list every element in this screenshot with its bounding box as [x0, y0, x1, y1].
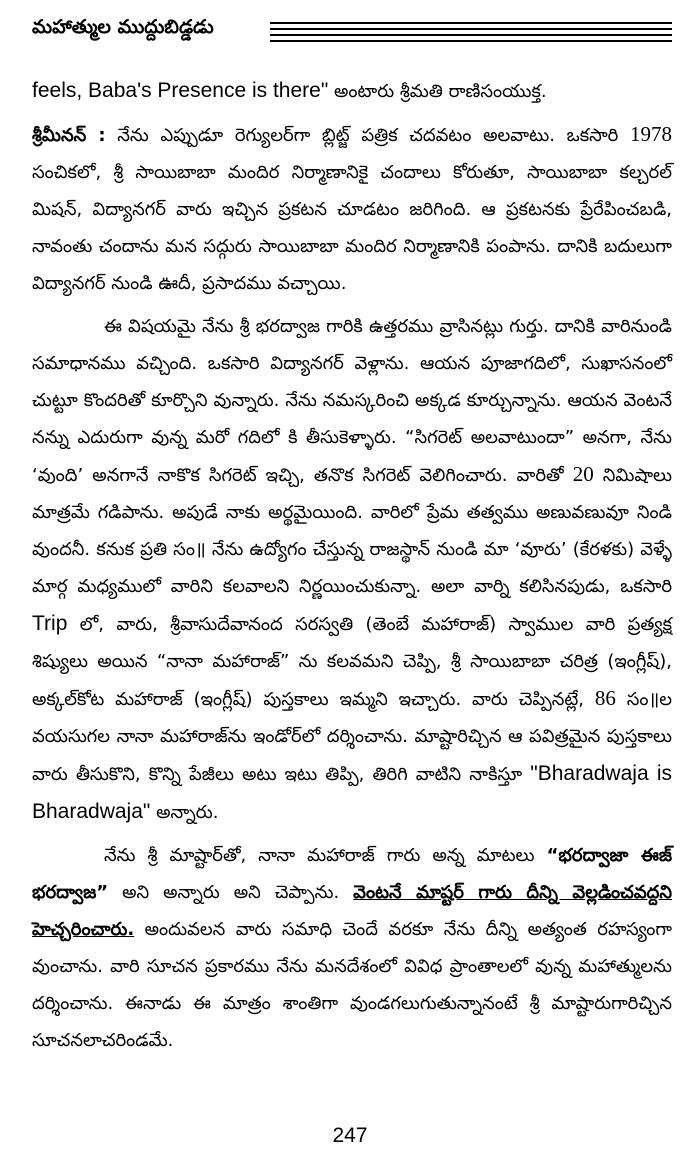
paragraph-text: సంచికలో, శ్రీ సాయిబాబా మందిర నిర్మాణానికై చందాలు కోరుతూ, సాయిబాబా కల్చరల్ మిషన్, విద్యానగర్ వారు ఇచ్చిన ప్రకటన చూడటం జరిగింది. ఆ ప్రకటనకు ప్రేరేపించబడి, నావంతు చందాను మన సద్గురు సాయిబాబా మందిర నిర్మాణానికి పంపాను. దానికి బదులుగా విద్యానగర్ నుండి ఊదీ, ప్రసాదము వచ్చాయి. — [32, 162, 672, 294]
header-rule-line — [270, 28, 672, 30]
english-quote: feels, Baba's Presence is there" — [32, 79, 329, 102]
header-rule-line — [270, 34, 672, 36]
paragraph-continuation — [32, 72, 672, 110]
header-rule-lines — [270, 22, 672, 46]
page-number: 247 — [332, 1124, 368, 1147]
paragraph-text: అందువలన వారు సమాధి చెందే వరకూ నేను దీన్ని అత్యంత రహస్యంగా వుంచాను. వారి సూచన ప్రకారము నేను మనదేశంలో వివిధ ప్రాంతాలలో వున్న మహాత్ములను దర్శించాను. ఈనాడు ఈ మాత్రం శాంతిగా వుండగలుగుతున్నానంటే శ్రీ మాష్టారుగారిచ్చిన సూచనలాచరిండమే. — [32, 919, 672, 1051]
paragraph-menon — [32, 116, 672, 302]
header-rule-line — [270, 22, 672, 24]
paragraph-text: నిమిషాలు మాత్రమే గడిపాను. అపుడే నాకు అర్థమైయింది. వారిలో ప్రేమ తత్వము అణువణువూ నిండి వుందనీ. కనుక ప్రతి సం॥ నేను ఉద్యోగం చేస్తున్న రాజస్థాన్ నుండి మా ‘వూరు’ (కేరళకు) వెళ్ళే మార్గ మధ్యములో వారిని కలవాలని నిర్ణయించుకున్నా. అలా వార్ని కలిసినపుడు, ఒకసారి — [32, 465, 672, 597]
paragraph-text: నేను ఎప్పుడూ రెగ్యులర్‌గా బ్లిట్జ్ పత్రిక చదవటం అలవాటు. ఒకసారి — [105, 125, 630, 146]
english-word-trip: Trip — [32, 612, 68, 635]
page-body — [32, 72, 672, 1059]
running-header — [32, 10, 672, 54]
paragraph-secret — [32, 837, 672, 1059]
minutes-number: 20 — [572, 462, 594, 486]
header-rule-line — [270, 40, 672, 42]
underlined-sentence: వెంటనే మాష్టర్ గారు దీన్ని వెల్లడించవద్దని హెచ్చరించారు. — [32, 882, 672, 940]
speaker-label: శ్రీమీనన్ : — [32, 125, 106, 146]
paragraph-text: నేను శ్రీ మాష్టార్‌తో, నానా మహారాజ్ గారు అన్న మాటలు — [104, 845, 547, 866]
paragraph-text: అంటారు శ్రీమతి రాణిసంయుక్త. — [328, 81, 547, 102]
english-quote: "Bharadwaja is Bharadwaja" — [32, 762, 672, 823]
bold-quote: “భరద్వాజా ఈజ్ భరద్వాజ” — [32, 845, 672, 903]
paragraph-text: సం॥ల వయసుగల నానా మహారాజ్‌ను ఇండోర్‌లో దర్శించాను. మాష్టారిచ్చిన ఆ పవిత్రమైన పుస్తకాలు వారు తీసుకొని, కొన్ని పేజీలు అటు ఇటు తిప్పి, తిరిగి వాటిని నాకిస్తూ — [32, 689, 673, 785]
paragraph-text: అని అన్నారు అని చెప్పాను. — [108, 882, 354, 903]
year-number: 1978 — [630, 122, 672, 146]
paragraph-text: లో, వారు, శ్రీవాసుదేవానంద సరస్వతి (తెంబే మహారాజ్) స్వాముల వారి ప్రత్యక్ష శిష్యులు అయిన “నానా మహారాజ్” ను కలవమని చెప్పి, శ్రీ సాయిబాబా చరిత్ర (ఇంగ్లీష్), అక్కల్‌కోట మహారాజ్ (ఇంగ్లీష్) పుస్తకాలు ఇమ్మని ఇచ్చారు. వారు చెప్పినట్లే, — [32, 614, 672, 710]
header-title: మహాత్ముల ముద్దుబిడ్డడు — [32, 16, 214, 38]
paragraph-text: ఈ విషయమై నేను శ్రీ భరద్వాజ గారికి ఉత్తరము వ్రాసినట్లు గుర్తు. దానికి వారినుండి సమాధానము వచ్చింది. ఒకసారి విద్యానగర్ వెళ్లాను. ఆయన పూజాగదిలో, సుఖాసనంలో చుట్టూ కొందరితో కూర్చొని వున్నారు. నేను నమస్కరించి అక్కడ కూర్చున్నాను. ఆయన వెంటనే నన్ను ఎదురుగా వున్న మరో గదిలో కి తీసుకెళ్ళారు. “సిగరెట్ అలవాటుందా” అనగా, నేను ‘వుంది’ అనగానే నాకొక సిగరెట్ ఇచ్చి, తనొక సిగరెట్ వెలిగించారు. వారితో — [32, 316, 672, 486]
paragraph-text: అన్నారు. — [150, 802, 219, 823]
age-number: 86 — [594, 686, 616, 710]
paragraph-visit — [32, 308, 672, 831]
